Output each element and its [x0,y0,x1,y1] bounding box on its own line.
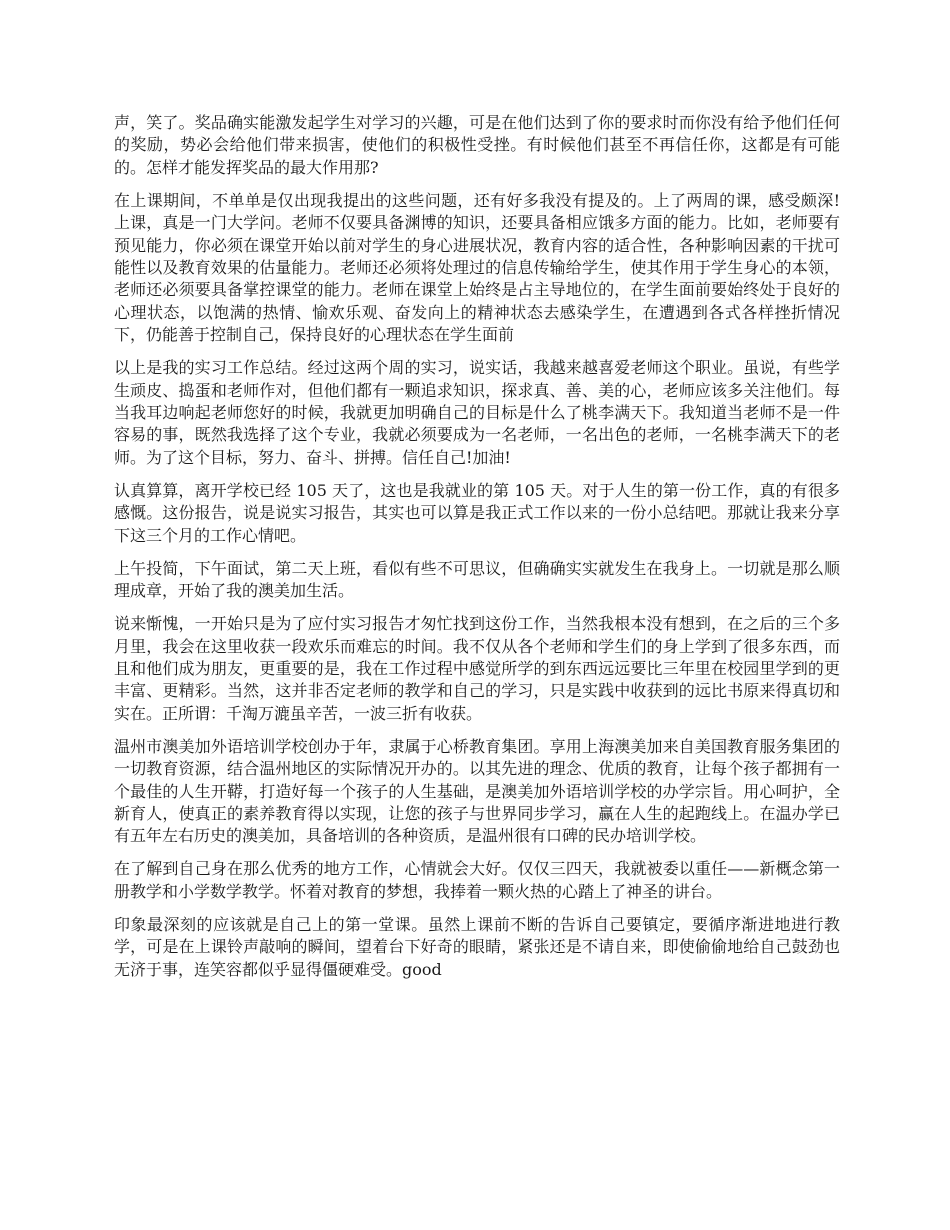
paragraph-4: 认真算算，离开学校已经 105 天了，这也是我就业的第 105 天。对于人生的第一份工作，真的有很多感慨。这份报告，说是说实习报告，其实也可以算是我正式工作以来的一份小总结吧。那就让我来分享下这三个月的工作心情吧。 [114,480,840,545]
paragraph-5: 上午投简，下午面试，第二天上班，看似有些不可思议，但确确实实就发生在我身上。一切就是那么顺理成章，开始了我的澳美加生活。 [114,558,840,601]
paragraph-7: 温州市澳美加外语培训学校创办于年，隶属于心桥教育集团。享用上海澳美加来自美国教育服务集团的一切教育资源，结合温州地区的实际情况开办的。以其先进的理念、优质的教育，让每个孩子都拥有一个最佳的人生开鞯，打造好每一个孩子的人生基础，是澳美加外语培训学校的办学宗旨。用心呵护，全新育人，使真正的素养教育得以实现，让您的孩子与世界同步学习，赢在人生的起跑线上。在温办学已有五年左右历史的澳美加，具备培训的各种资质，是温州很有口碑的民办培训学校。 [114,736,840,846]
paragraph-1: 声，笑了。奖品确实能激发起学生对学习的兴趣，可是在他们达到了你的要求时而你没有给予他们任何的奖励，势必会给他们带来损害，使他们的积极性受挫。有时候他们甚至不再信任你，这都是有可能的。怎样才能发挥奖品的最大作用那? [114,113,840,177]
paragraph-8: 在了解到自己身在那么优秀的地方工作，心情就会大好。仅仅三四天，我就被委以重任——新概念第一册教学和小学数学教学。怀着对教育的梦想，我捧着一颗火热的心踏上了神圣的讲台。 [114,859,840,901]
paragraph-3: 以上是我的实习工作总结。经过这两个周的实习，说实话，我越来越喜爱老师这个职业。虽说，有些学生顽皮、捣蛋和老师作对，但他们都有一颗追求知识，探求真、善、美的心，老师应该多关注他们。每当我耳边响起老师您好的时候，我就更加明确自己的目标是什么了桃李满天下。我知道当老师不是一件容易的事，既然我选择了这个专业，我就必须要成为一名老师，一名出色的老师，一名桃李满天下的老师。为了这个目标，努力、奋斗、拼搏。信任自己!加油! [114,358,840,467]
paragraph-6: 说来惭愧，一开始只是为了应付实习报告才匆忙找到这份工作，当然我根本没有想到，在之后的三个多月里，我会在这里收获一段欢乐而难忘的时间。我不仅从各个老师和学生们的身上学到了很多东西，而且和他们成为朋友，更重要的是，我在工作过程中感觉所学的到东西远远要比三年里在校园里学到的更丰富、更精彩。当然，这并非否定老师的教学和自己的学习，只是实践中收获到的远比书原来得真切和实在。正所谓：千淘万漉虽辛苦，一波三折有收获。 [114,614,840,723]
paragraph-9: 印象最深刻的应该就是自己上的第一堂课。虽然上课前不断的告诉自己要镇定，要循序渐进地进行教学，可是在上课铃声敲响的瞬间，望着台下好奇的眼睛，紧张还是不请自来，即使偷偷地给自己鼓劲也无济于事，连笑容都似乎显得僵硬难受。good [114,914,840,979]
paragraph-2: 在上课期间，不单单是仅出现我提出的这些问题，还有好多我没有提及的。上了两周的课，感受颇深!上课，真是一门大学问。老师不仅要具备渊博的知识，还要具备相应饿多方面的能力。比如，老师要有预见能力，你必须在课堂开始以前对学生的身心进展状况，教育内容的适合性，各种影响因素的干扰可能性以及教育效果的估量能力。老师还必须将处理过的信息传输给学生，使其作用于学生身心的本领，老师还必须要具备掌控课堂的能力。老师在课堂上始终是占主导地位的，在学生面前要始终处于良好的心理状态，以饱满的热情、愉欢乐观、奋发向上的精神状态去感染学生，在遭遇到各式各样挫折情况下，仍能善于控制自己，保持良好的心理状态在学生面前 [114,190,840,345]
document-body [114,112,840,992]
